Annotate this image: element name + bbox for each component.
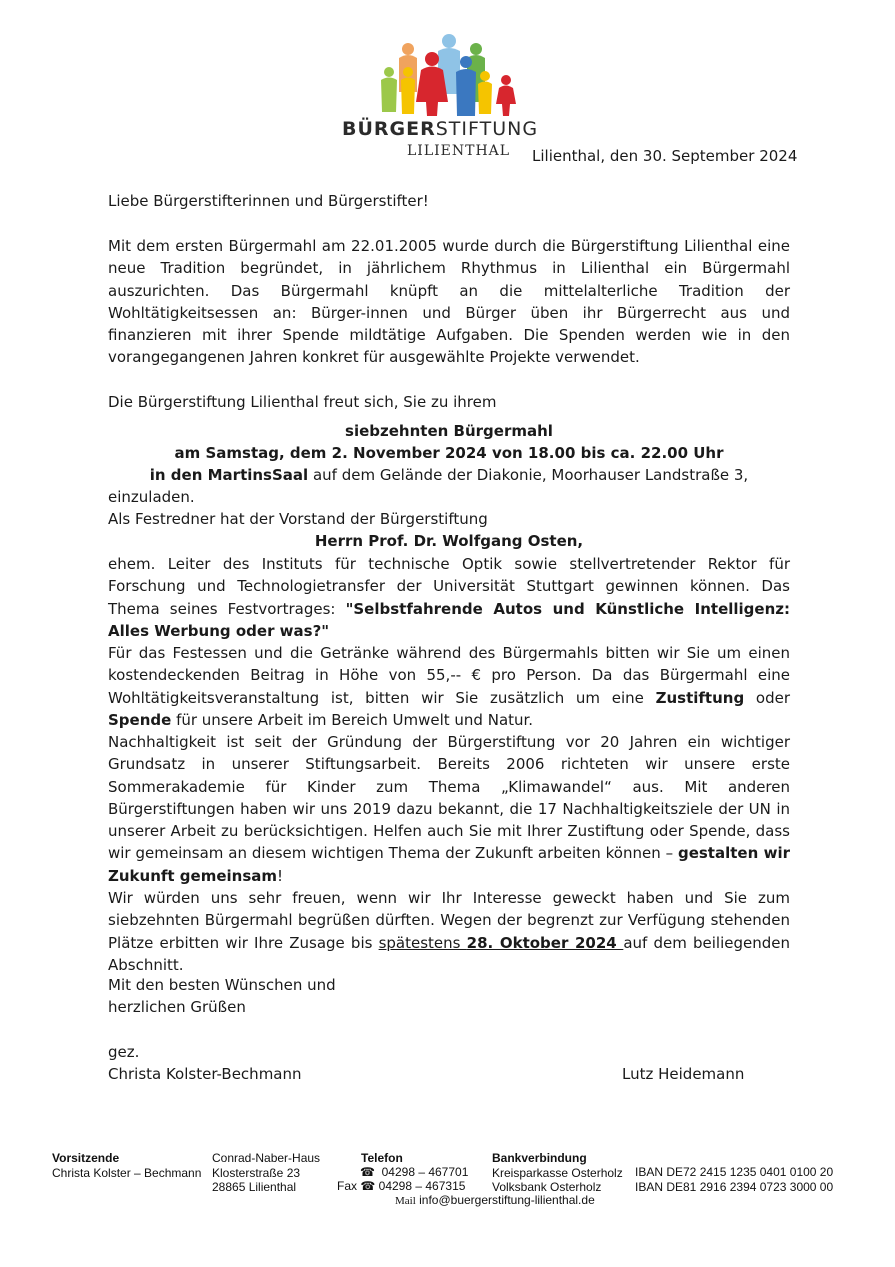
paragraph-contribution: Für das Festessen und die Getränke während des Bürgermahls bitten wir Sie um einen kostendeckenden Beitrag in Höhe von 55,-- € pro Person. Da das Bürgermahl eine Wohltätigkeitsveranstaltung ist, bitten wir Sie zusätzlich um eine Zustiftung oder Spende für unsere Arbeit im Bereich Umwelt und Natur. (108, 644, 790, 729)
event-place: in den MartinsSaal auf dem Gelände der Diakonie, Moorhauser Landstraße 3, (149, 466, 749, 484)
invite-end: einzuladen. (108, 488, 195, 506)
speaker-description: ehem. Leiter des Instituts für technische Optik sowie stellvertretender Rektor für Forschung und Technologietransfer der Universität Stuttgart gewinnen können. Das Thema seines Festvortrages: "Selbstfahrende Autos und Künstliche Intelligenz: Alles Werbung oder was?" (108, 555, 790, 640)
letter-date: Lilienthal, den 30. September 2024 (532, 147, 798, 165)
telephone-icon: ☎ (360, 1165, 375, 1179)
signer-1: Christa Kolster-Bechmann (108, 1065, 302, 1083)
logo-title: BÜRGERSTIFTUNG (342, 118, 539, 140)
salutation: Liebe Bürgerstifterinnen und Bürgerstifter! (108, 192, 429, 210)
signer-2: Lutz Heidemann (622, 1065, 745, 1083)
footer-phone-label: Telefon (361, 1151, 403, 1165)
signature-gez: gez. (108, 1043, 140, 1061)
event-date: am Samstag, dem 2. November 2024 von 18.00 bis ca. 22.00 Uhr (174, 444, 724, 462)
footer-address: Conrad-Naber-Haus Klosterstraße 23 28865 Lilienthal (212, 1151, 321, 1194)
footer-bank: Bankverbindung Kreisparkasse Osterholz Volksbank Osterholz (492, 1151, 623, 1194)
speaker-intro: Als Festredner hat der Vorstand der Bürgerstiftung (108, 510, 488, 528)
closing-line-1: Mit den besten Wünschen und (108, 976, 336, 994)
footer-chair: Vorsitzende Christa Kolster – Bechmann (52, 1151, 202, 1180)
logo-figure-lime (381, 67, 397, 112)
logo-figure-red-small (496, 75, 516, 116)
invite-intro: Die Bürgerstiftung Lilienthal freut sich, Sie zu ihrem (108, 393, 497, 411)
speaker-name: Herrn Prof. Dr. Wolfgang Osten, (314, 532, 584, 550)
footer-iban: IBAN DE72 2415 1235 0401 0100 20 IBAN DE81 2916 2394 0723 3000 00 (635, 1165, 834, 1194)
paragraph-intro: Mit dem ersten Bürgermahl am 22.01.2005 wurde durch die Bürgerstiftung Lilienthal eine neue Tradition begründet, in jährlichem Rhythmus in Lilienthal ein Bürgermahl auszurichten. Das Bürgermahl knüpft an die mittelalterliche Tradition der Wohltätigkeitsessen an: Bürger-innen und Bürger üben ihr Bürgerrecht aus und finanzieren mit ihrer Spende mildtätige Aufgaben. Die Spenden werden wie in den vorangegangenen Jahren konkret für ausgewählte Projekte verwendet. (108, 237, 790, 367)
footer-phone: ☎ 04298 – 467701 (360, 1165, 469, 1179)
closing-line-2: herzlichen Grüßen (108, 998, 246, 1016)
footer-mail-address[interactable]: info@buergerstiftung-lilienthal.de (419, 1193, 595, 1207)
footer-fax: Fax ☎ 04298 – 467315 (337, 1179, 466, 1193)
logo-people-icon (378, 32, 518, 118)
paragraph-rsvp: Wir würden uns sehr freuen, wenn wir Ihr Interesse geweckt haben und Sie zum siebzehnten Bürgermahl begrüßen dürften. Wegen der begrenzt zur Verfügung stehenden Plätze erbitten wir Ihre Zusage bis spätestens 28. Oktober 2024 auf dem beiliegenden Abschnitt. (108, 889, 791, 974)
logo-subtitle: LILIENTHAL (407, 143, 511, 159)
paragraph-sustainability: Nachhaltigkeit ist seit der Gründung der Bürgerstiftung vor 20 Jahren ein wichtiger Grundsatz in unserer Stiftungsarbeit. Bereits 2006 richteten wir unsere erste Sommerakademie für Kinder zum Thema „Klimawandel“ aus. Mit anderen Bürgerstiftungen haben wir uns 2019 dazu bekannt, die 17 Nachhaltigkeitsziele der UN in unserer Arbeit zu berücksichtigen. Helfen auch Sie mit Ihrer Zustiftung oder Spende, dass wir gemeinsam an diesem wichtigen Thema der Zukunft arbeiten können – gestalten wir Zukunft gemeinsam! (108, 733, 790, 885)
event-title: siebzehnten Bürgermahl (345, 422, 553, 440)
fax-telephone-icon: ☎ (360, 1179, 376, 1193)
footer-mail: Mail info@buergerstiftung-lilienthal.de (395, 1193, 595, 1207)
